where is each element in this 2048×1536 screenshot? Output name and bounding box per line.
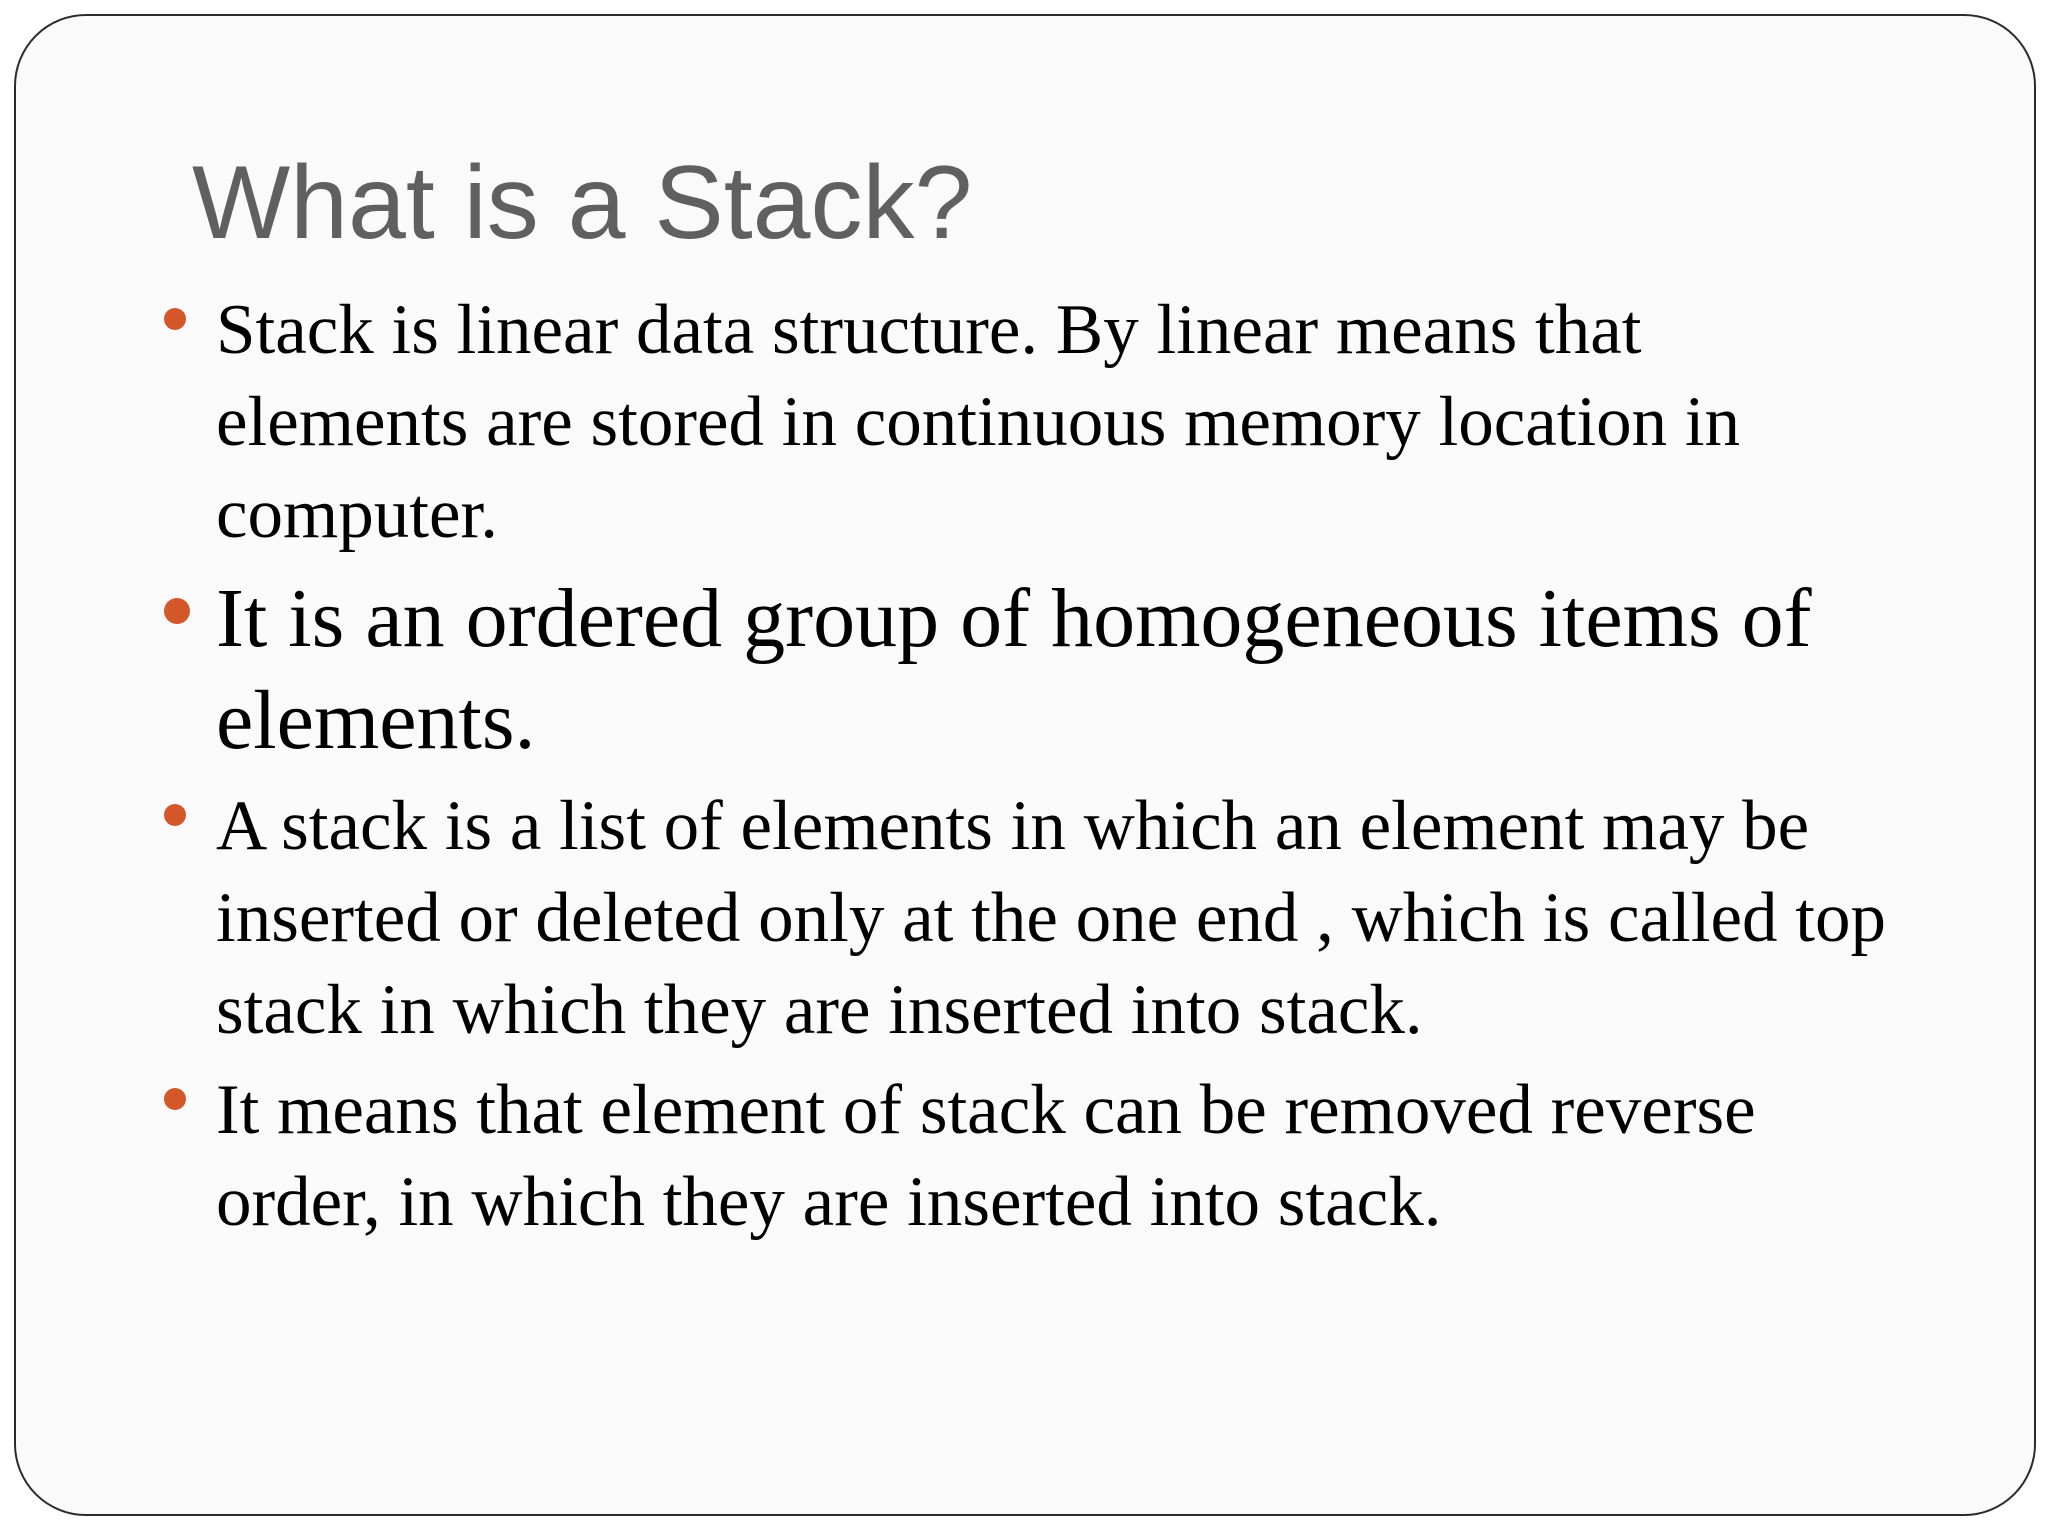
bullet-item <box>156 284 1896 560</box>
bullet-marker-icon <box>164 1088 186 1110</box>
bullet-item <box>156 1064 1896 1248</box>
bullet-marker-icon <box>164 598 190 624</box>
bullet-text: It is an ordered group of homogeneous items of elements. <box>216 572 1812 767</box>
bullet-item <box>156 780 1896 1056</box>
slide-title: What is a Stack? <box>192 145 973 261</box>
bullet-text: Stack is linear data structure. By linear means that elements are stored in continuous memory location in computer. <box>216 291 1741 553</box>
bullet-text: It means that element of stack can be removed reverse order, in which they are inserted into stack. <box>216 1071 1756 1241</box>
bullet-list <box>156 284 1896 1256</box>
bullet-text: A stack is a list of elements in which an element may be inserted or deleted only at the one end , which is called top stack in which they are inserted into stack. <box>216 787 1886 1049</box>
bullet-item <box>156 568 1896 772</box>
bullet-marker-icon <box>164 804 186 826</box>
slide-frame <box>14 14 2036 1516</box>
bullet-marker-icon <box>164 308 186 330</box>
